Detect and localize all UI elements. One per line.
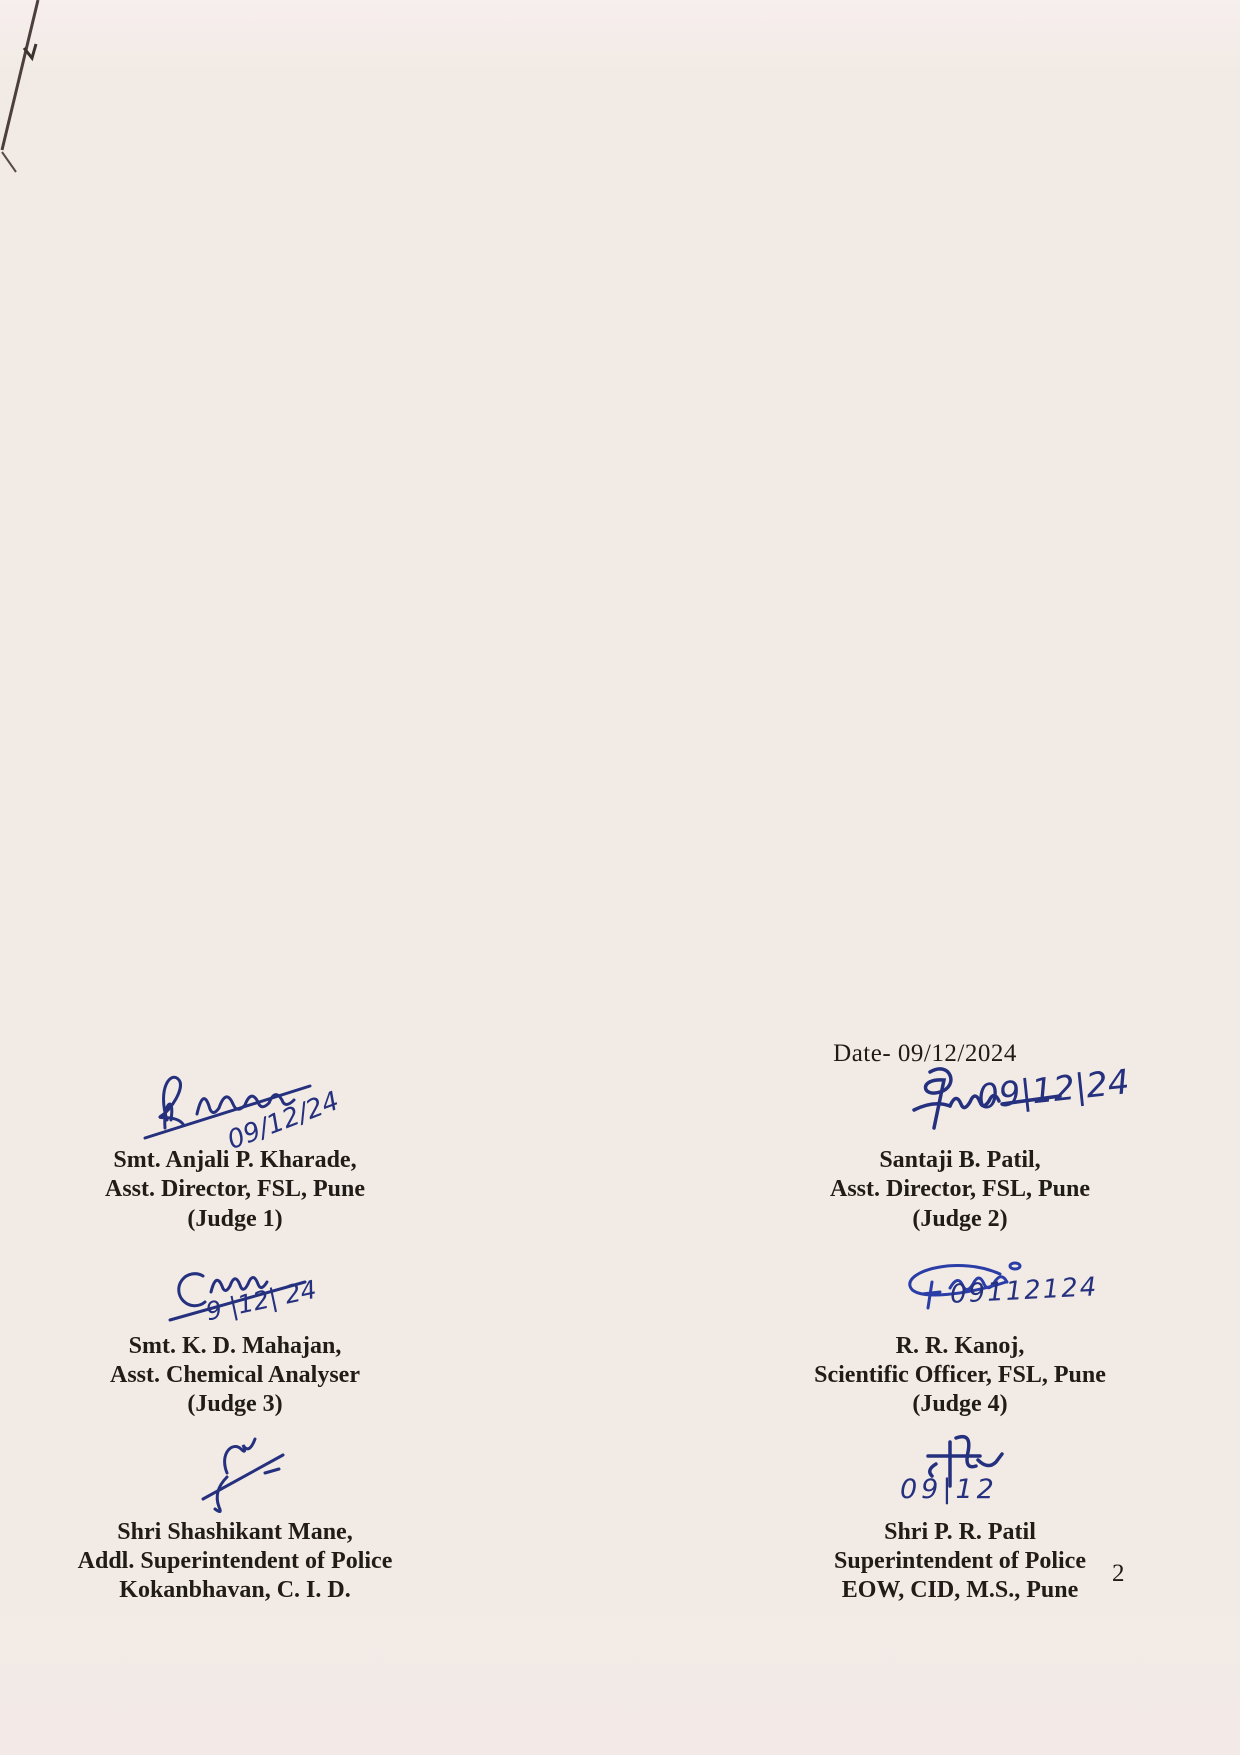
signature-block-judge2: [695, 1058, 1225, 1234]
signature-pr-patil: [695, 1430, 1225, 1518]
handwritten-date: 09|12: [900, 1473, 998, 1505]
signatory-name: R. R. Kanoj,: [895, 1332, 1025, 1359]
signature-column-right: [695, 1058, 1225, 1615]
signatory-role: (Judge 1): [187, 1205, 283, 1232]
signatory-title: Asst. Chemical Analyser: [110, 1362, 360, 1389]
signatory-name: Shri Shashikant Mane,: [117, 1518, 353, 1545]
signatory-title: Asst. Director, FSL, Pune: [830, 1176, 1090, 1203]
signature-scribble: [115, 1433, 355, 1515]
date-line: Date- 09/12/2024: [833, 1040, 1017, 1067]
signatory-name: Shri P. R. Patil: [884, 1518, 1036, 1545]
signatory-role: EOW, CID, M.S., Pune: [841, 1577, 1079, 1604]
signatory-name: Smt. Anjali P. Kharade,: [113, 1147, 357, 1173]
handwritten-date: 09/12/24: [223, 1086, 344, 1156]
signature-block-judge4: [695, 1244, 1225, 1420]
signatory-name: Smt. K. D. Mahajan,: [128, 1332, 342, 1359]
handwritten-date: 09112124: [949, 1271, 1100, 1310]
signature-mane: [35, 1430, 435, 1518]
handwritten-date: 9 |12| 24: [203, 1274, 320, 1327]
signature-kharade: [35, 1058, 435, 1156]
signature-block-mane: [35, 1430, 435, 1606]
signature-mahajan: [35, 1244, 435, 1332]
signatory-role: (Judge 3): [187, 1391, 283, 1418]
signature-column-left: [35, 1058, 435, 1615]
page-fold-mark: [0, 0, 130, 180]
signature-kanoj: [695, 1244, 1225, 1332]
signatory-name: Santaji B. Patil,: [879, 1147, 1041, 1173]
signatory-role: (Judge 4): [912, 1391, 1008, 1418]
signatory-title: Scientific Officer, FSL, Pune: [814, 1362, 1106, 1389]
signature-block-pr-patil: [695, 1430, 1225, 1606]
signatory-role: Kokanbhavan, C. I. D.: [119, 1577, 351, 1604]
signature-santaji-patil: [695, 1058, 1225, 1146]
signature-block-judge3: [35, 1244, 435, 1420]
signature-block-judge1: [35, 1058, 435, 1234]
signatory-title: Asst. Director, FSL, Pune: [105, 1176, 365, 1203]
signatory-title: Superintendent of Police: [834, 1547, 1086, 1574]
page-number: 2: [1112, 1560, 1125, 1587]
signatory-title: Addl. Superintendent of Police: [77, 1547, 393, 1574]
handwritten-date: 09|12|24: [975, 1062, 1132, 1118]
signatory-role: (Judge 2): [912, 1205, 1008, 1232]
